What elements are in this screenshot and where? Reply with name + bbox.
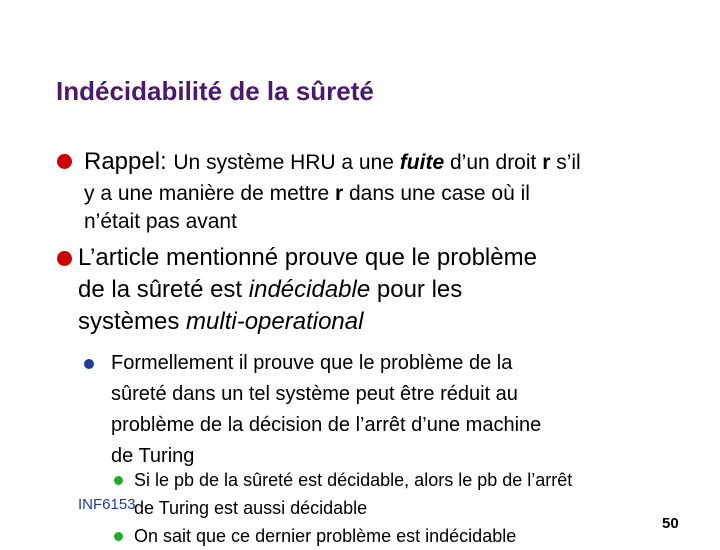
rappel-fuite: fuite [399,151,445,174]
article-line2-b: pour les [370,276,463,303]
bullet-rappel [84,146,581,180]
si-line2: de Turing est aussi décidable [134,498,368,518]
bullet-icon [57,154,72,169]
article-line1: L’article mentionné prouve que le problème [78,244,537,271]
article-line2-a: de la sûreté est [78,276,249,303]
sub-bullet-icon [84,359,94,369]
sub-bullet-formellement [111,348,541,472]
rappel-text-c: s’il [550,151,581,174]
rappel-r1: r [542,151,551,174]
rappel-lead: Rappel: [84,148,174,175]
formel-line1: Formellement il prouve que le problème de la [111,352,513,374]
subsub-bullet-si [134,466,572,522]
rappel-r2: r [334,182,344,205]
bullet-article [78,242,537,338]
article-line3 [78,306,537,338]
subsub-bullet-onsait: On sait que ce dernier problème est indécidable [134,526,517,546]
slide-title: Indécidabilité de la sûreté [56,76,374,106]
rappel-line2-b: dans une case où il [343,182,530,205]
rappel-line2 [84,178,530,209]
rappel-line3: n’était pas avant [84,210,237,233]
rappel-text-b: d’un droit [444,151,543,174]
article-indecidable: indécidable [248,276,371,303]
rappel-line2-a: y a une manière de mettre [84,182,335,205]
formel-line4: de Turing [111,445,195,467]
si-line1: Si le pb de la sûreté est décidable, alors le pb de l’arrêt [134,470,573,490]
article-line3-a: systèmes [78,308,187,335]
formel-line3: problème de la décision de l’arrêt d’une machine [111,414,542,436]
article-multi: multi-operational [186,308,364,335]
page-number: 50 [662,515,679,532]
subsub-bullet-icon [114,476,123,485]
rappel-text-a: Un système HRU a une [173,151,400,174]
article-line2 [78,274,537,306]
footer-course: INF6153 [78,496,136,513]
formel-line2: sûreté dans un tel système peut être réduit au [111,383,518,405]
bullet-icon [57,251,72,266]
